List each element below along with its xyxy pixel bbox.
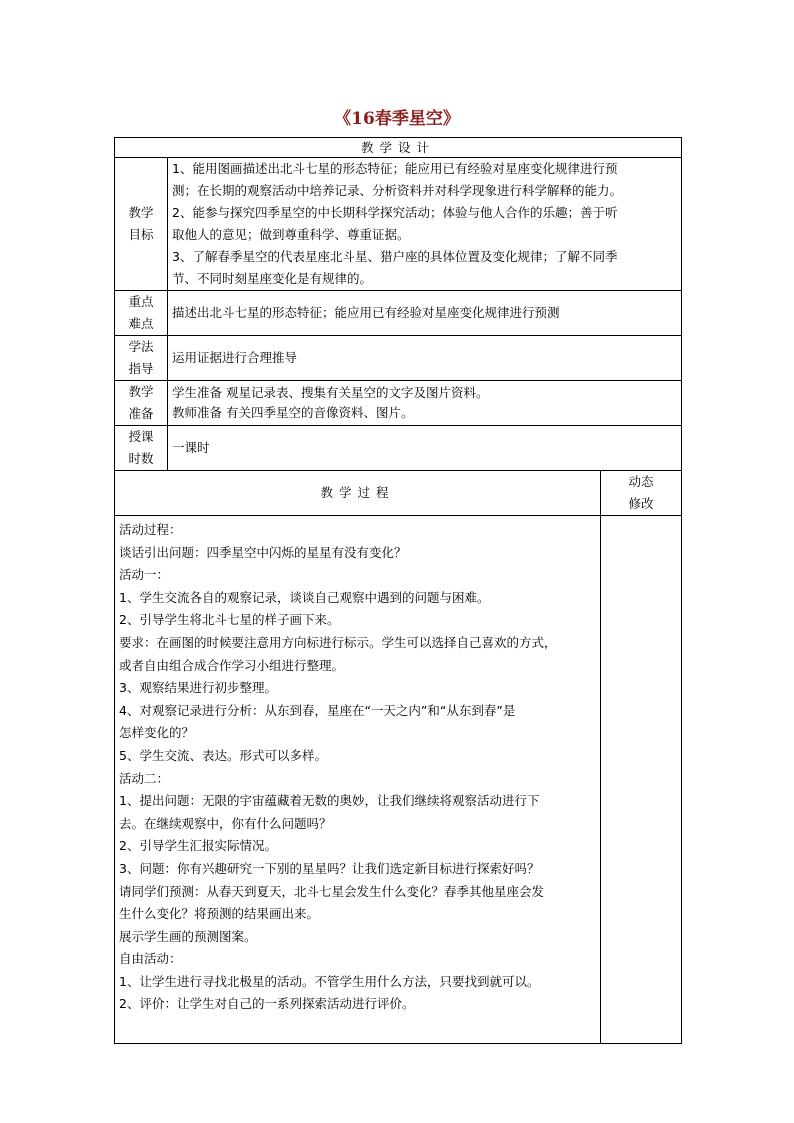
process-line: 1、让学生进行寻找北极星的活动。不管学生用什么方法，只要找到就可以。 xyxy=(119,973,540,989)
preparation-row xyxy=(115,381,682,426)
hours-label: 授课 时数 xyxy=(115,426,168,471)
preparation-line: 学生准备 观星记录表、搜集有关星空的文字及图片资料。 xyxy=(172,385,489,400)
process-header-row xyxy=(115,471,682,516)
process-line: 5、学生交流、表达。形式可以多样。 xyxy=(119,747,327,763)
goal-line: 3、了解春季星空的代表星座北斗星、猎户座的具体位置及变化规律；了解不同季 xyxy=(172,249,618,264)
process-line: 2、引导学生将北斗七星的样子画下来。 xyxy=(119,612,340,628)
design-header: 教学设计 xyxy=(115,138,682,158)
process-line: 3、问题：你有兴趣研究一下别的星星吗？让我们选定新目标进行探索好吗？ xyxy=(119,860,540,876)
key-points-content: 描述出北斗七星的形态特征；能应用已有经验对星座变化规律进行预测 xyxy=(168,291,682,336)
process-line: 谈话引出问题：四季星空中闪烁的星星有没有变化？ xyxy=(119,544,407,560)
process-line: 2、评价：让学生对自己的一系列探索活动进行评价。 xyxy=(119,996,415,1012)
goals-content xyxy=(168,158,682,291)
process-line: 或者自由组合成合作学习小组进行整理。 xyxy=(119,657,345,673)
goal-line: 节、不同时刻星座变化是有规律的。 xyxy=(172,271,373,286)
key-points-row xyxy=(115,291,682,336)
lesson-plan-table xyxy=(114,137,682,1044)
process-row xyxy=(115,516,682,1044)
process-line: 要求：在画图的时候要注意用方向标进行标示。学生可以选择自己喜欢的方式， xyxy=(119,634,557,650)
hours-content: 一课时 xyxy=(168,426,682,471)
design-header-row xyxy=(115,138,682,158)
hours-row xyxy=(115,426,682,471)
method-row xyxy=(115,336,682,381)
process-line: 1、提出问题：无限的宇宙蕴藏着无数的奥妙，让我们继续将观察活动进行下 xyxy=(119,793,540,809)
revision-cell xyxy=(601,516,682,1044)
method-label: 学法 指导 xyxy=(115,336,168,381)
process-line: 自由活动： xyxy=(119,951,182,967)
process-line: 展示学生画的预测图案。 xyxy=(119,928,257,944)
preparation-line: 教师准备 有关四季星空的音像资料、图片。 xyxy=(172,405,414,420)
goal-line: 1、能用图画描述出北斗七星的形态特征；能应用已有经验对星座变化规律进行预 xyxy=(172,161,618,176)
process-line: 1、学生交流各自的观察记录，谈谈自己观察中遇到的问题与困难。 xyxy=(119,589,490,605)
process-line: 活动过程： xyxy=(119,522,182,537)
process-line: 4、对观察记录进行分析：从东到春，星座在“一天之内”和“从东到春”是 xyxy=(119,702,516,718)
goal-line: 2、能参与探究四季星空的中长期科学探究活动；体验与他人合作的乐趣；善于听 xyxy=(172,205,618,220)
process-line: 3、观察结果进行初步整理。 xyxy=(119,680,277,696)
process-line: 请同学们预测：从春天到夏天，北斗七星会发生什么变化？春季其他星座会发 xyxy=(119,883,545,899)
process-line: 去。在继续观察中，你有什么问题吗？ xyxy=(119,815,332,831)
method-content: 运用证据进行合理推导 xyxy=(168,336,682,381)
process-content xyxy=(115,516,601,1044)
process-header: 教学过程 xyxy=(115,471,601,516)
page-title: 《16春季星空》 xyxy=(334,109,460,129)
preparation-content xyxy=(168,381,682,426)
goal-line: 测；在长期的观察活动中培养记录、分析资料并对科学现象进行科学解释的能力。 xyxy=(172,183,623,198)
revision-header: 动态 修改 xyxy=(601,471,682,516)
preparation-label: 教学 准备 xyxy=(115,381,168,426)
key-points-label: 重点 难点 xyxy=(115,291,168,336)
process-line: 活动一： xyxy=(119,567,170,583)
goal-line: 取他人的意见；做到尊重科学、尊重证据。 xyxy=(172,227,410,242)
process-line: 怎样变化的？ xyxy=(119,725,195,741)
process-line: 生什么变化？将预测的结果画出来。 xyxy=(119,906,320,922)
goals-label: 教学 目标 xyxy=(115,158,168,291)
process-line: 活动二： xyxy=(119,770,170,786)
goals-row xyxy=(115,158,682,291)
process-line: 2、引导学生汇报实际情况。 xyxy=(119,838,277,854)
